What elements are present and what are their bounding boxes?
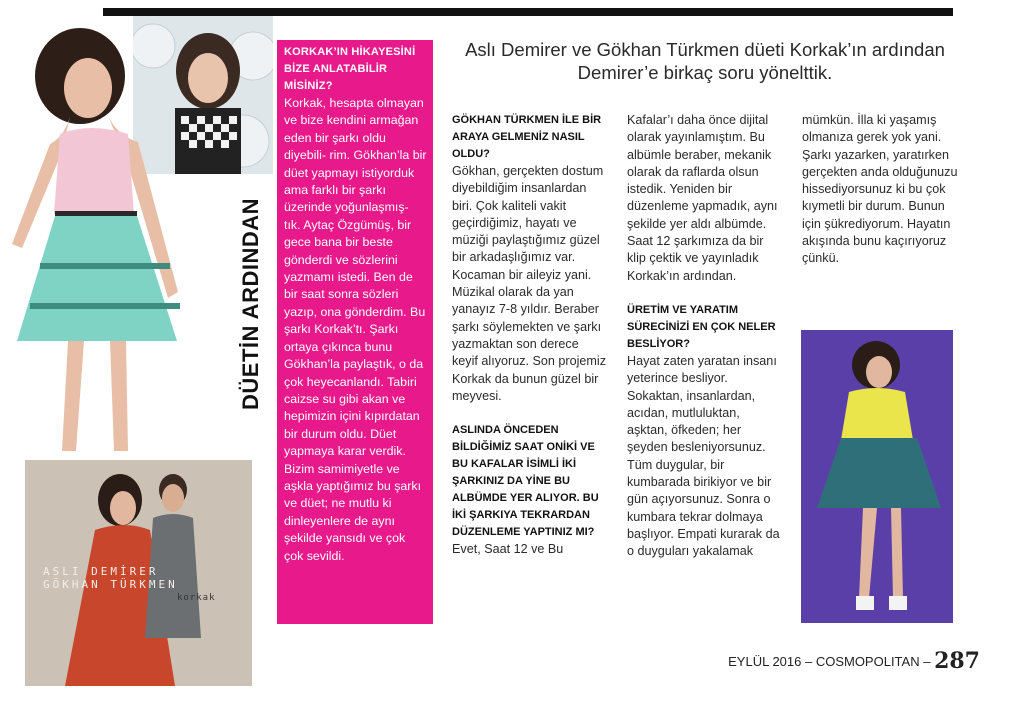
top-rule	[103, 8, 953, 16]
page-number: 287	[934, 648, 980, 674]
page-footer	[728, 648, 980, 674]
album-artist-1: ASLI DEMİRER	[43, 565, 159, 578]
purple-background-photo	[801, 330, 953, 623]
sidebar-question: KORKAK’IN HİKAYESİNİ BİZE ANLATABİLİR MİSİNİZ?	[284, 46, 416, 92]
article-column-1	[452, 112, 607, 558]
album-title: korkak	[177, 593, 216, 603]
sidebar-answer: Korkak, hesapta olmayan ve bize kendini armağan eden bir şarkı oldu diyebili- rim. Gökhan’la bir düet yapmayı istiyorduk ama farklı bir şarkı üzerinde yoğunlaşmış- tık. Aytaç Özgümüş, bir gece bana bir beste gönderdi ve sözlerini yazmamı istedi. Ben de bir saat sonra sözleri yazıp, ona gönderdim. Bu şarkı Korkak’tı. Şarkı ortaya çıkınca bunu Gökhan’la paylaştık, o da çok heyecanlandı. Tabiri caizse su gibi akan ve hepimizin içini kıpırdatan bir durum oldu. Düet yapmaya karar verdik. Bizim samimiyetle ve aşkla yaptığımız bu şarkı ve düet; ne mutlu ki dinleyenlere de aynı şekilde yansıdı ve çok çok sevildi.	[284, 96, 427, 563]
vertical-section-title: DÜETİN ARDINDAN	[238, 197, 263, 410]
question-2: ASLINDA ÖNCEDEN BİLDİĞİMİZ SAAT ONİKİ VE BU KAFALAR İSİMLİ İKİ ŞARKINIZ DA YİNE BU ALBÜMDE YER ALIYOR. BU İKİ ŞARKIYA TEKRARDAN DÜZENLEME YAPTINIZ MI?	[452, 424, 599, 539]
answer-3-continued: mümkün. İlla ki yaşamış olmanıza gerek yok yani. Şarkı yazarken, yaratırken gerçekten anda olduğunuzu hissediyorsunuz ki bu çok kıymetli bir durum. Bunun için şükrediyorum. Hayatın akışında bunu kaçırıyoruz çünkü.	[802, 113, 958, 266]
model-photo	[0, 16, 272, 456]
answer-2-continued: Kafalar’ı daha önce dijital olarak yayınlamıştım. Bu albümle beraber, mekanik olarak da raflarda olsun istedik. Yeniden bir düzenleme yapmadık, aynı şekilde yer aldı albümde. Saat 12 şarkımıza da bir klip çektik ve yayınladık Korkak’ın ardından.	[627, 113, 778, 283]
album-cover	[25, 460, 252, 686]
pink-sidebar	[277, 40, 433, 624]
question-3: ÜRETİM VE YARATIM SÜRECİNİZİ EN ÇOK NELER BESLİYOR?	[627, 303, 776, 350]
answer-3: Hayat zaten yaratan insanı yeterince besliyor. Sokaktan, insanlardan, acıdan, mutluluktan, aşktan, öfkeden; her şeyden besleniyorsunuz. Tüm duygular, bir kumbarada birikiyor ve bir gün açıyorsunuz. Sonra o kumbara tekrar dolmaya başlıyor. Empati kurarak da o duyguları yakalamak	[627, 353, 780, 559]
album-artist-2: GÖKHAN TÜRKMEN	[43, 578, 178, 591]
article-column-3	[802, 112, 962, 268]
question-1: GÖKHAN TÜRKMEN İLE BİR ARAYA GELMENİZ NASIL OLDU?	[452, 114, 602, 160]
answer-2: Evet, Saat 12 ve Bu	[452, 542, 564, 557]
footer-issue: EYLÜL 2016 – COSMOPOLITAN –	[728, 654, 931, 669]
answer-1: Gökhan, gerçekten dostum diyebildiğim insanlardan biri. Çok kaliteli vakit geçirdiğimiz, hayatı ve müziği paylaştığımız güzel bir arkadaşlığımız var. Kocaman bir aileyiz yani. Müzikal olarak da yan yanayız 7-8 yıldır. Beraber şarkı söylemekten ve şarkı yazmaktan son derece keyif alıyoruz. Son projemiz Korkak da bunun güzel bir meyvesi.	[452, 164, 606, 403]
intro-headline: Aslı Demirer ve Gökhan Türkmen düeti Korkak’ın ardından Demirer’e birkaç soru yönelttik.	[465, 39, 945, 83]
article-column-2	[627, 112, 782, 561]
